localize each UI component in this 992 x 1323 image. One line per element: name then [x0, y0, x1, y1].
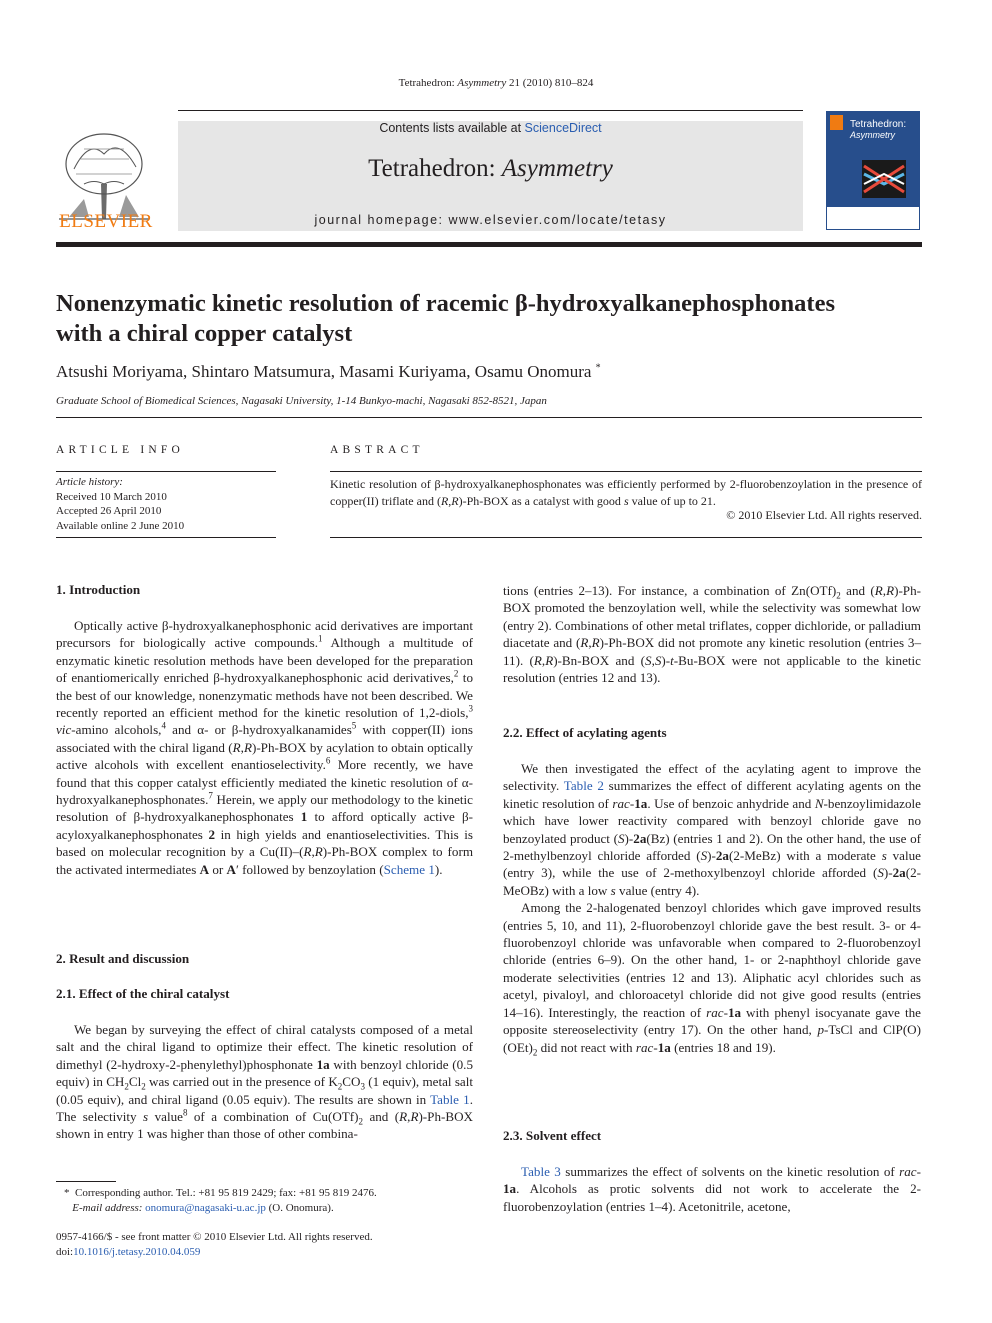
introduction-text: Optically active β-hydroxyalkanephosphonic acid derivatives are important precursors for biologically active compounds.$^1$ Although a multitude of enzymatic kinetic resolution methods have been developed for the preparation of enantiomerically enriched β-hydroxyalkanephosphonic acid derivatives,$^2$ to the best of our knowledge, nonenzymatic methods have not been described. We recently reported an efficient method for the kinetic resolution of 1,2-diols,$^3$ vic-amino alcohols,$^4$ and α- or β-hydroxyalkanamides$^5$ with copper(II) ions associated with the chiral ligand (R,R)-Ph-BOX by acylation to obtain optically active alcohols with excellent enantioselectivity.$^6$ More recently, we have found that this copper catalyst efficiently mediated the kinetic resolution of α-hydroxyalkanephosphonates.$^7$ Herein, we apply our methodology to the kinetic resolution of β-hydroxyalkanephosphonates 1 to afford optically active β-acyloxyalkanephosphonates 2 in high yields and enantioselectivities. This is based on molecular recognition by a Cu(II)–(R,R)-Ph-BOX complex to form the activated intermediates A or A′ followed by benzoylation (Scheme 1). — [56, 618, 474, 877]
table-2-link[interactable]: Table 2 — [563, 778, 604, 794]
title-rule — [56, 417, 922, 418]
cover-title: Tetrahedron: Asymmetry — [850, 119, 907, 140]
header-rule-bottom — [56, 242, 922, 247]
corresponding-author-footnote: * Corresponding author. Tel.: +81 95 819 2429; fax: +81 95 819 2476. E-mail address: onomura@nagasaki-u.ac.jp (O. Onomura). — [64, 1187, 377, 1214]
author-list: Atsushi Moriyama, Shintaro Matsumura, Masami Kuriyama, Osamu Onomura * — [56, 362, 601, 381]
doi-link[interactable]: 10.1016/j.tetasy.2010.04.059 — [73, 1245, 201, 1258]
publisher-name: ELSEVIER — [59, 211, 153, 232]
article-history: Article history: Received 10 March 2010 Accepted 26 April 2010 Available online 2 June 2010 — [56, 476, 185, 532]
section-heading-acylating-agents: 2.2. Effect of acylating agents — [503, 725, 667, 740]
footnote-rule — [56, 1181, 116, 1182]
affiliation: Graduate School of Biomedical Sciences, Nagasaki University, 1-14 Bunkyo-machi, Nagasaki 852-8521, Japan — [56, 395, 547, 407]
article-info-rule — [56, 471, 276, 472]
article-info-rule-bottom — [56, 537, 276, 538]
front-matter-footnote: 0957-4166/$ - see front matter © 2010 Elsevier Ltd. All rights reserved. doi:10.1016/j.tetasy.2010.04.059 — [56, 1231, 373, 1258]
abstract-rule — [330, 471, 922, 472]
table-1-link[interactable]: Table 1 — [430, 1091, 470, 1107]
cover-footer — [826, 206, 920, 230]
scheme-1-link[interactable]: Scheme 1 — [383, 861, 435, 877]
paper-title: Nonenzymatic kinetic resolution of racemic β-hydroxyalkanephosphonates with a chiral copper catalyst — [56, 290, 835, 347]
chiral-catalyst-text: We began by surveying the effect of chiral catalysts composed of a metal salt and the chiral ligand to optimize their effect. The kinetic resolution of dimethyl (2-hydroxy-2-phenylethyl)phosphonate 1a with benzoyl chloride (0.5 equiv) in $CH_2Cl_2$ was carried out in the presence of $K_2CO_3$ (1 equiv), metal salt (0.05 equiv), and chiral ligand (0.05 equiv). The results are shown in Table 1. The selectivity s value$^8$ of a combination of $Cu(OTf)_2$ and (R,R)-Ph-BOX shown in entry 1 was higher than those of other combina- — [56, 1022, 473, 1142]
journal-title: Tetrahedron: Asymmetry — [368, 155, 613, 182]
journal-citation: Tetrahedron: Asymmetry 21 (2010) 810–824 — [398, 77, 594, 89]
abstract-copyright: © 2010 Elsevier Ltd. All rights reserved. — [726, 508, 922, 522]
table-3-link[interactable]: Table 3 — [521, 1164, 561, 1179]
abstract-rule-bottom — [330, 537, 922, 538]
header-rule-top — [178, 110, 803, 111]
article-info-heading: ARTICLE INFO — [56, 444, 184, 456]
homepage-url-link[interactable]: www.elsevier.com/locate/tetasy — [448, 213, 667, 227]
cover-artwork-icon — [862, 160, 906, 198]
acylating-agents-text: We then investigated the effect of the acylating agent to improve the selectivity. Table 2 summarizes the effect of different acylating agents on the kinetic resolution of rac-1a. Use of benzoic anhydride and N-benzoylimidazole which have lower reactivity compared with benzoyl chloride gave no benzoylated product (S)-2a(Bz) (entries 1 and 2). On the other hand, the use of 2-methylbenzoyl chloride afforded (S)-2a(2-MeBz) with a moderate s value (entry 3), while the use of 2-methoxylbenzoyl chloride afforded (S)-2a(2-MeOBz) with a low s value (entry 4). Among the 2-halogenated benzoyl chlorides which gave improved results (entries 5, 10, and 11), 2-fluorobenzoyl chloride gave the best result. 3- or 4-fluorobenzoyl chloride was unfavorable when compared to 2-fluorobenzoyl chloride (entries 6–9). On the other hand, 1- or 2-naphthoyl chloride gave moderate selectivities (entries 12 and 13). Aliphatic acyl chlorides such as acetyl, pivaloyl, and chloroacetyl chloride did not give good results (entries 14–16). Interestingly, the reaction of rac-1a with phenyl isocyanate gave the opposite stereoselectivity (entry 17). On the other hand, p-TsCl and $ClP(O)(OEt)_2$ did not react with rac-1a (entries 18 and 19). — [503, 761, 921, 1058]
email-link[interactable]: onomura@nagasaki-u.ac.jp — [145, 1201, 266, 1214]
section-heading-introduction: 1. Introduction — [56, 582, 141, 597]
abstract-heading: ABSTRACT — [330, 444, 424, 456]
sciencedirect-link[interactable]: ScienceDirect — [524, 121, 602, 135]
cover-badge-icon — [830, 115, 843, 130]
section-heading-results: 2. Result and discussion — [56, 951, 190, 966]
section-heading-solvent-effect: 2.3. Solvent effect — [503, 1128, 602, 1143]
section-heading-chiral-catalyst: 2.1. Effect of the chiral catalyst — [56, 986, 230, 1001]
solvent-effect-text: Table 3 summarizes the effect of solvents on the kinetic resolution of rac-1a. Alcohols as protic solvents did not work to accelerate the 2-fluorobenzoylation (entries 1–4). Acetonitrile, acetone, — [503, 1164, 921, 1214]
corresponding-author-mark[interactable]: * — [595, 362, 601, 374]
abstract-text: Kinetic resolution of β-hydroxyalkanephosphonates was efficiently performed by 2-fluorobenzoylation in the presence of copper(II) triflate and (R,R)-Ph-BOX as a catalyst with good s value of up to 21. — [330, 477, 922, 508]
journal-homepage: journal homepage: www.elsevier.com/locate/tetasy — [314, 213, 667, 227]
contents-availability: Contents lists available at ScienceDirect — [379, 121, 602, 135]
chiral-catalyst-text-continued: tions (entries 2–13). For instance, a combination of $Zn(OTf)_2$ and (R,R)-Ph-BOX promoted the benzoylation well, while the selectivity was somewhat low (entry 2). Combinations of other metal triflates, copper dichloride, or palladium diacetate and (R,R)-Ph-BOX did not promote any kinetic resolution (entries 3–11). (R,R)-Bn-BOX and (S,S)-t-Bu-BOX were not applicable to the kinetic resolution (entries 12 and 13). — [503, 583, 921, 686]
